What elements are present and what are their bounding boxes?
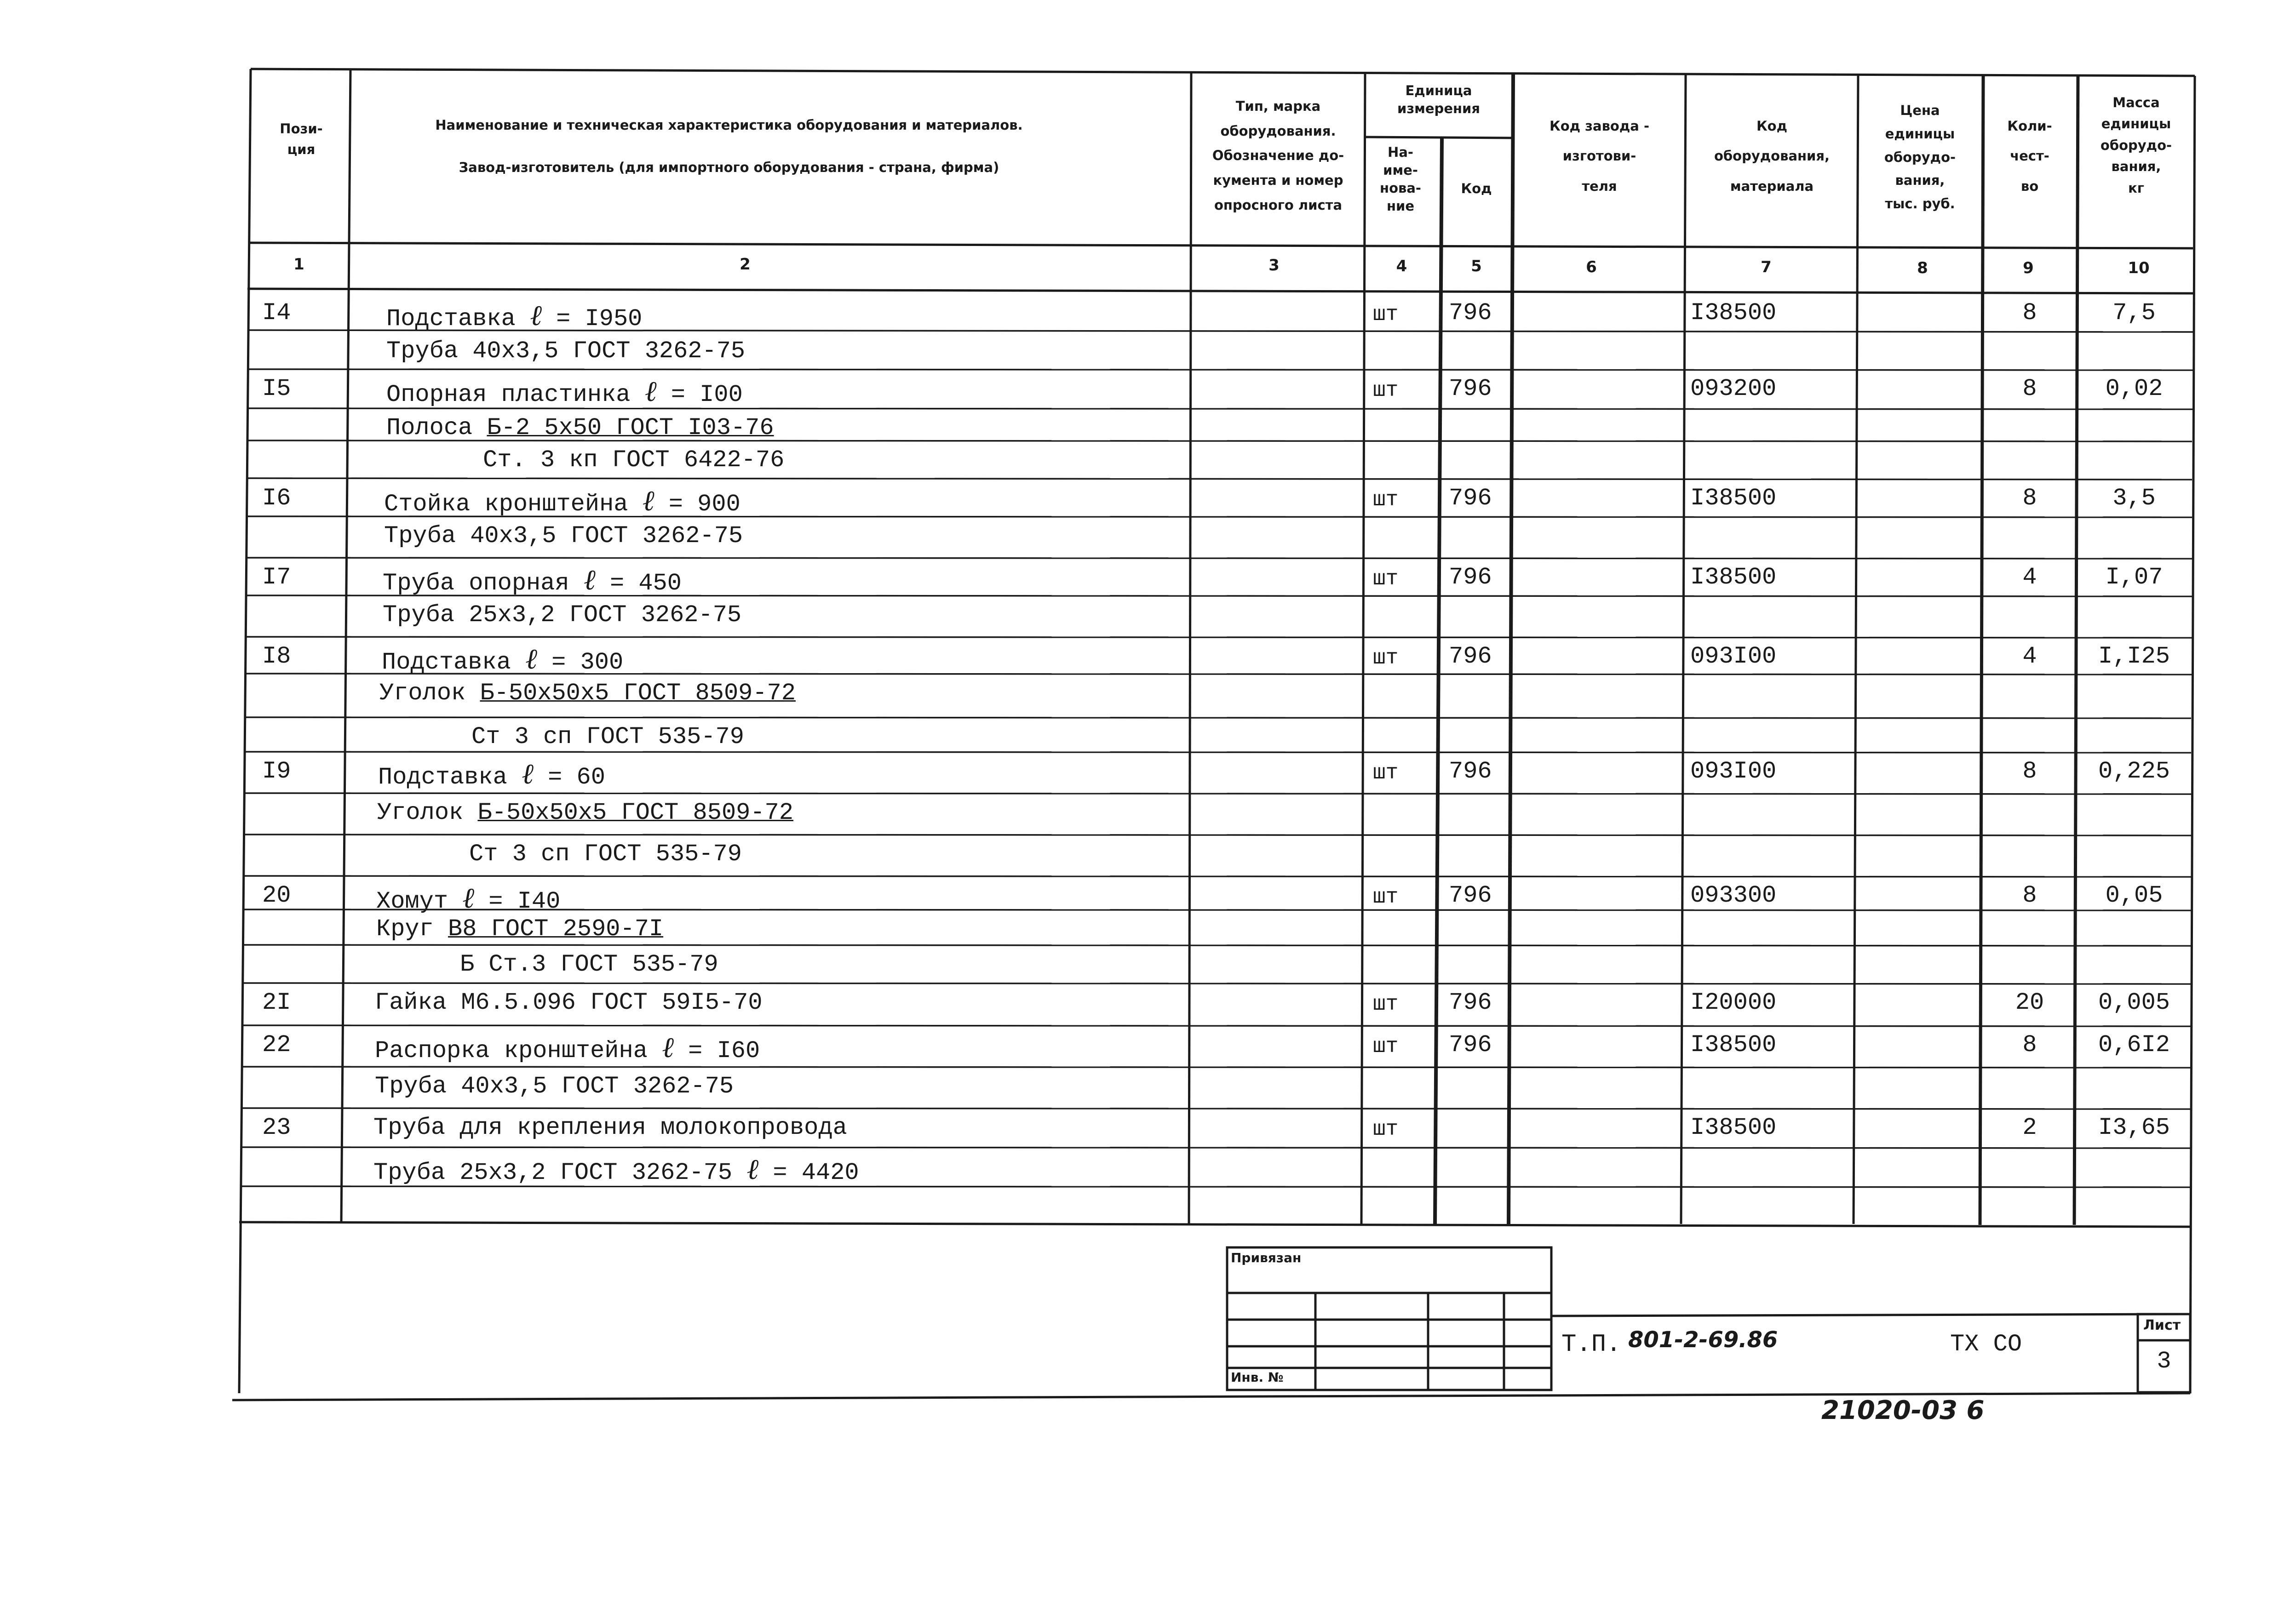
header-price: Цена единицы оборудо- вания, тыс. руб. [1884, 103, 1956, 212]
row-name-line [386, 339, 745, 363]
row-mass: 0,005 [2098, 989, 2170, 1016]
column-number-5: 5 [1471, 257, 1482, 275]
row-name-line [373, 1152, 859, 1186]
row-name: Круг [376, 915, 434, 943]
length-symbol-icon: ℓ [662, 1030, 674, 1064]
length-symbol-icon: ℓ [642, 484, 654, 517]
column-number-9: 9 [2023, 259, 2034, 277]
column-number-4: 4 [1396, 257, 1407, 275]
row-unit: шт [1373, 1035, 1399, 1058]
header-unit-name: На- име- нова- ние [1380, 144, 1421, 214]
row-name-line [460, 953, 718, 977]
length-symbol-icon: ℓ [530, 298, 542, 332]
row-mass: I3,65 [2098, 1114, 2170, 1141]
header-name-line1: Наименование и техническая характеристика оборудования и материалов. [435, 117, 1023, 133]
row-name: Подставка [378, 764, 507, 791]
length-symbol-icon: ℓ [644, 374, 657, 408]
row-name: Хомут [376, 888, 448, 915]
row-mass: 0,6I2 [2098, 1031, 2170, 1058]
row-name-line [471, 725, 744, 749]
column-number-7: 7 [1761, 258, 1772, 276]
row-name: Ст. 3 кп ГОСТ 6422-76 [483, 446, 785, 474]
row-name: Распорка кронштейна [375, 1037, 648, 1064]
row-name-line [386, 298, 643, 332]
row-equipment-code: I20000 [1690, 989, 1777, 1016]
row-mass: 0,02 [2105, 375, 2163, 402]
row-quantity: 8 [2022, 1031, 2037, 1058]
row-name: Труба 40х3,5 ГОСТ 3262-75 [386, 337, 746, 365]
row-name: Ст 3 сп ГОСТ 535-79 [471, 723, 744, 750]
row-mass: I,I25 [2098, 643, 2170, 670]
archive-number-note: 21020-03 6 [1821, 1395, 1985, 1425]
row-mass: 0,225 [2098, 758, 2170, 785]
row-unit: шт [1373, 567, 1399, 591]
stamp-tp-label: Т.П. [1561, 1331, 1621, 1359]
row-equipment-code: 093I00 [1690, 643, 1777, 670]
row-name: Подставка [386, 305, 516, 332]
row-name-underlined: В8 ГОСТ 2590-7I [448, 915, 664, 943]
row-unit: шт [1373, 488, 1399, 512]
row-equipment-code: I38500 [1690, 1114, 1777, 1141]
row-position: I8 [262, 643, 291, 670]
row-name-line [469, 842, 742, 866]
row-name: Подставка [382, 649, 511, 676]
length-symbol-icon: ℓ [583, 563, 596, 596]
row-name: Труба 40х3,5 ГОСТ 3262-75 [384, 522, 743, 549]
row-name-line [384, 524, 743, 548]
row-unit: шт [1373, 646, 1399, 670]
row-name-line [373, 1116, 847, 1140]
row-name-line [376, 917, 663, 941]
header-unit-code: Код [1461, 181, 1492, 196]
row-unit: шт [1373, 885, 1399, 909]
length-symbol-icon: ℓ [525, 642, 537, 675]
row-unit: шт [1373, 1117, 1399, 1141]
stamp-tp-number: 801-2-69.86 [1628, 1327, 1778, 1353]
row-name-line [383, 603, 741, 627]
row-name: Стойка кронштейна [384, 491, 628, 518]
row-position: I5 [262, 375, 291, 402]
row-position: I6 [262, 485, 291, 512]
row-position: I4 [262, 299, 291, 326]
row-mass: 7,5 [2112, 299, 2156, 326]
row-length-value: = 900 [668, 491, 740, 518]
row-name-line [375, 1075, 734, 1098]
row-equipment-code: 093I00 [1690, 758, 1777, 785]
row-unit-code: 796 [1449, 375, 1492, 402]
row-name: Уголок [379, 680, 466, 707]
row-length-value: = 4420 [773, 1159, 859, 1186]
row-equipment-code: I38500 [1690, 564, 1777, 591]
column-number-3: 3 [1268, 256, 1280, 274]
row-length-value: = I40 [488, 888, 561, 915]
row-quantity: 8 [2022, 375, 2037, 402]
row-equipment-code: I38500 [1690, 299, 1777, 326]
row-position: I9 [262, 758, 291, 785]
column-number-8: 8 [1917, 259, 1928, 277]
row-length-value: = I00 [671, 381, 743, 408]
row-position: 22 [262, 1031, 291, 1058]
row-equipment-code: 093300 [1690, 882, 1777, 909]
row-name-underlined: Б-50х50х5 ГОСТ 8509-72 [477, 799, 793, 826]
row-mass: 3,5 [2112, 485, 2156, 512]
row-quantity: 8 [2022, 299, 2037, 326]
row-name: Б Ст.3 ГОСТ 535-79 [460, 951, 718, 978]
row-unit-code: 796 [1449, 564, 1492, 591]
row-length-value: = I950 [556, 305, 643, 332]
row-quantity: 8 [2022, 485, 2037, 512]
row-equipment-code: I38500 [1690, 485, 1777, 512]
row-equipment-code: I38500 [1690, 1031, 1777, 1058]
stamp-sheet-number: 3 [2157, 1348, 2171, 1375]
row-name-line [383, 563, 682, 597]
row-position: 20 [262, 882, 291, 909]
row-unit: шт [1373, 378, 1399, 402]
row-name: Гайка М6.5.096 ГОСТ 59I5-70 [375, 989, 763, 1016]
header-factory-code: Код завода - изготови- теля [1550, 118, 1649, 194]
header-equipment-code: Код оборудования, материала [1714, 118, 1830, 194]
row-name-line [386, 416, 774, 440]
row-position: 2I [262, 989, 291, 1016]
row-unit-code: 796 [1449, 299, 1492, 326]
stamp-inventory-label: Инв. № [1231, 1370, 1284, 1385]
row-name-line [386, 374, 743, 408]
row-unit-code: 796 [1449, 643, 1492, 670]
row-length-value: = 60 [548, 764, 605, 791]
row-length-value: = 300 [551, 649, 624, 676]
row-name-line [483, 448, 784, 472]
row-name: Труба для крепления молокопровода [373, 1114, 847, 1141]
header-position: Пози- ция [280, 121, 323, 157]
row-name-line [384, 486, 740, 516]
row-unit: шт [1373, 303, 1399, 326]
stamp-document-code: ТХ СО [1950, 1331, 2022, 1358]
row-name-line [376, 881, 561, 915]
row-name-line [375, 1030, 760, 1064]
row-name-line [378, 757, 605, 791]
header-name-line2: Завод-изготовитель (для импортного оборудования - страна, фирма) [459, 160, 999, 175]
column-number-1: 1 [293, 255, 304, 274]
row-quantity: 4 [2022, 643, 2037, 670]
row-unit-code: 796 [1449, 758, 1492, 785]
row-name-line [379, 681, 796, 705]
row-name-line [377, 801, 793, 825]
stamp-sheet-label: Лист [2143, 1317, 2181, 1333]
header-mass: Масса единицы оборудо- вания, кг [2100, 95, 2172, 196]
row-unit-code: 796 [1449, 882, 1492, 909]
row-name: Труба 25х3,2 ГОСТ 3262-75 [383, 601, 742, 629]
row-name: Опорная пластинка [386, 381, 631, 408]
column-number-6: 6 [1586, 258, 1597, 276]
row-quantity: 20 [2015, 989, 2044, 1016]
row-name: Уголок [377, 799, 464, 826]
header-type: Тип, марка оборудования. Обозначение до- кумента и номер опросного листа [1212, 98, 1344, 213]
row-name: Труба опорная [383, 570, 569, 597]
row-mass: I,07 [2105, 564, 2163, 591]
row-quantity: 8 [2022, 882, 2037, 909]
row-quantity: 2 [2022, 1114, 2037, 1141]
row-name-line [382, 642, 624, 676]
row-unit-code: 796 [1449, 1031, 1492, 1058]
row-unit: шт [1373, 761, 1399, 785]
length-symbol-icon: ℓ [746, 1152, 759, 1186]
length-symbol-icon: ℓ [522, 757, 534, 790]
row-name-line [375, 991, 763, 1015]
row-unit-code: 796 [1449, 485, 1492, 512]
row-quantity: 4 [2022, 564, 2037, 591]
row-length-value: = 450 [609, 570, 682, 597]
header-quantity: Коли- чест- во [2007, 118, 2052, 194]
header-unit-group: Единица измерения [1397, 83, 1480, 117]
row-name-underlined: Б-2 5х50 ГОСТ I03-76 [487, 414, 774, 441]
row-equipment-code: 093200 [1690, 375, 1777, 402]
row-unit-code: 796 [1449, 989, 1492, 1016]
row-name: Труба 25х3,2 ГОСТ 3262-75 [373, 1159, 733, 1186]
length-symbol-icon: ℓ [462, 881, 475, 915]
row-quantity: 8 [2022, 758, 2037, 785]
row-unit: шт [1373, 992, 1399, 1016]
row-name-underlined: Б-50х50х5 ГОСТ 8509-72 [480, 680, 796, 707]
stamp-attached-label: Привязан [1231, 1250, 1302, 1265]
row-name: Труба 40х3,5 ГОСТ 3262-75 [375, 1073, 734, 1100]
row-name: Полоса [386, 414, 473, 441]
row-name: Ст 3 сп ГОСТ 535-79 [469, 841, 742, 868]
row-position: 23 [262, 1114, 291, 1141]
column-number-2: 2 [740, 255, 751, 274]
row-length-value: = I60 [688, 1037, 760, 1064]
row-position: I7 [262, 564, 291, 591]
column-number-10: 10 [2128, 259, 2150, 277]
row-mass: 0,05 [2105, 882, 2163, 909]
